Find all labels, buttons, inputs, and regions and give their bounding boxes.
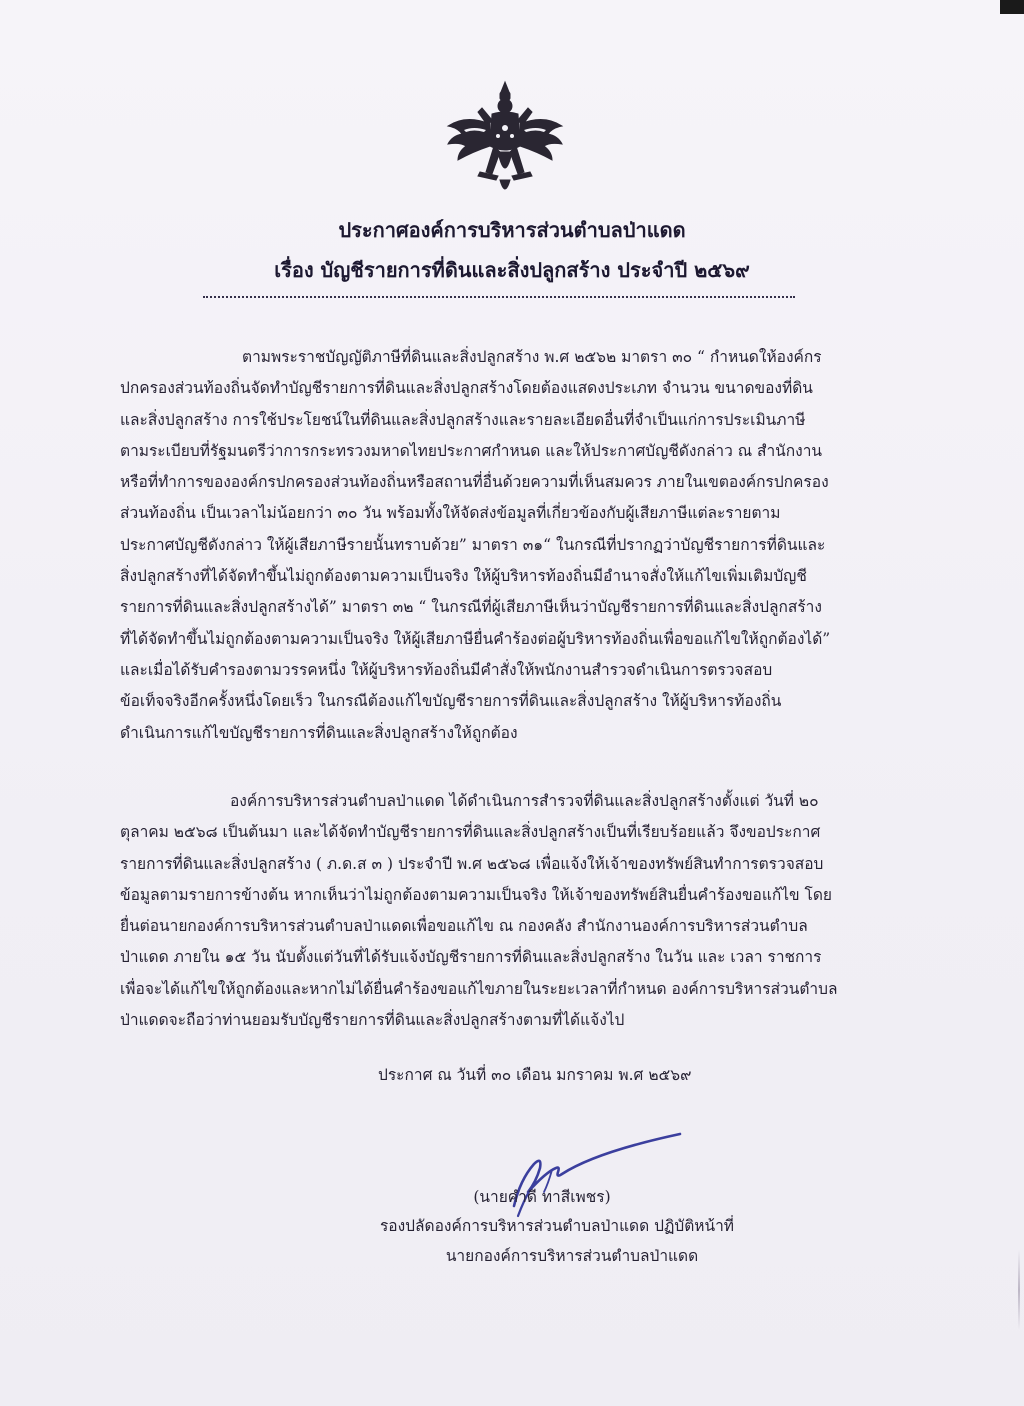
dotted-divider [203,296,795,298]
paragraph-line: ดำเนินการแก้ไขบัญชีรายการที่ดินและสิ่งปลูกสร้างให้ถูกต้อง [120,723,518,742]
paragraph-line: และสิ่งปลูกสร้าง การใช้ประโยชน์ในที่ดินและสิ่งปลูกสร้างและรายละเอียดอื่นที่จำเป็นแก่การประเมินภาษี [120,410,806,429]
paragraph-line: ประกาศบัญชีดังกล่าว ให้ผู้เสียภาษีรายนั้นทราบด้วย” มาตรา ๓๑“ ในกรณีที่ปรากฏว่าบัญชีรายการที่ดินและ [120,535,826,554]
paragraph-line: ข้อเท็จจริงอีกครั้งหนึ่งโดยเร็ว ในกรณีต้องแก้ไขบัญชีรายการที่ดินและสิ่งปลูกสร้าง ให้ผู้บริหารท้องถิ่น [120,692,782,711]
announcement-title: ประกาศองค์การบริหารส่วนตำบลป่าแดด [338,218,686,242]
paragraph-line: และเมื่อได้รับคำรองตามวรรคหนึ่ง ให้ผู้บริหารท้องถิ่นมีคำสั่งให้พนักงานสำรวจดำเนินการตรวจสอบ [120,660,773,679]
announcement-subject: เรื่อง บัญชีรายการที่ดินและสิ่งปลูกสร้าง ประจำปี ๒๕๖๙ [274,258,750,282]
paragraph-line: ตุลาคม ๒๕๖๘ เป็นต้นมา และได้จัดทำบัญชีรายการที่ดินและสิ่งปลูกสร้างเป็นที่เรียบร้อยแล้ว จึงขอประกาศ [120,823,821,842]
paragraph-line: เพื่อจะได้แก้ไขให้ถูกต้องและหากไม่ได้ยื่นคำร้องขอแก้ไขภายในระยะเวลาที่กำหนด องค์การบริหารส่วนตำบล [120,979,838,998]
paragraph-line: ปกครองส่วนท้องถิ่นจัดทำบัญชีรายการที่ดินและสิ่งปลูกสร้างโดยต้องแสดงประเภท จำนวน ขนาดของที่ดิน [120,379,813,398]
paragraph-line: ยื่นต่อนายกองค์การบริหารส่วนตำบลป่าแดดเพื่อขอแก้ไข ณ กองคลัง สำนักงานองค์การบริหารส่วนตำบล [120,917,808,936]
body-paragraph-1 [120,342,904,749]
paragraph-line: หรือที่ทำการขององค์กรปกครองส่วนท้องถิ่นหรือสถานที่อื่นด้วยความที่เห็นสมควร ภายในเขตองค์กรปกครอง [120,473,829,492]
signer-position: รองปลัดองค์การบริหารส่วนตำบลป่าแดด ปฏิบัติหน้าที่ [379,1217,735,1235]
paragraph-line: รายการที่ดินและสิ่งปลูกสร้างได้” มาตรา ๓๒ “ ในกรณีที่ผู้เสียภาษีเห็นว่าบัญชีรายการที่ดินและสิ่งปลูกสร้าง [120,598,822,617]
announcement-date: ประกาศ ณ วันที่ ๓๐ เดือน มกราคม พ.ศ ๒๕๖๙ [378,1066,692,1084]
paragraph-line: ป่าแดดจะถือว่าท่านยอมรับบัญชีรายการที่ดินและสิ่งปลูกสร้างตามที่ได้แจ้งไป [120,1011,625,1030]
signer-acting-position: นายกองค์การบริหารส่วนตำบลป่าแดด [445,1247,699,1265]
paragraph-line: ข้อมูลตามรายการข้างต้น หากเห็นว่าไม่ถูกต้องตามความเป็นจริง ให้เจ้าของทรัพย์สินยื่นคำร้องขอแก้ไข โดย [120,885,833,904]
paragraph-line: ส่วนท้องถิ่น เป็นเวลาไม่น้อยกว่า ๓๐ วัน พร้อมทั้งให้จัดส่งข้อมูลที่เกี่ยวข้องกับผู้เสียภาษีแต่ละรายตาม [120,504,781,523]
paragraph-line: ที่ได้จัดทำขึ้นไม่ถูกต้องตามความเป็นจริง ให้ผู้เสียภาษียื่นคำร้องต่อผู้บริหารท้องถิ่นเพื่อขอแก้ไขให้ถูกต้องได้” [120,629,831,648]
garuda-emblem-icon [440,80,570,200]
paragraph-line: ป่าแดด ภายใน ๑๕ วัน นับตั้งแต่วันที่ได้รับแจ้งบัญชีรายการที่ดินและสิ่งปลูกสร้าง ในวัน และ เวลา ราชการ [120,948,822,967]
paragraph-line: ตามพระราชบัญญัติภาษีที่ดินและสิ่งปลูกสร้าง พ.ศ ๒๕๖๒ มาตรา ๓๐ “ กำหนดให้องค์กร [242,348,822,366]
signer-name: (นายคำดี ทาสีเพชร) [473,1188,611,1206]
scan-corner-mark [1000,0,1024,14]
paragraph-line: ตามระเบียบที่รัฐมนตรีว่าการกระทรวงมหาดไทยประกาศกำหนด และให้ประกาศบัญชีดังกล่าว ณ สำนักงาน [120,441,823,460]
paragraph-line: สิ่งปลูกสร้างที่ได้จัดทำขึ้นไม่ถูกต้องตามความเป็นจริง ให้ผู้บริหารท้องถิ่นมีอำนาจสั่งให้แก้ไขเพิ่มเติมบัญชี [120,567,807,586]
paragraph-line: องค์การบริหารส่วนตำบลป่าแดด ได้ดำเนินการสำรวจที่ดินและสิ่งปลูกสร้างตั้งแต่ วันที่ ๒๐ [230,792,819,810]
body-paragraph-2 [120,786,904,1036]
paragraph-line: รายการที่ดินและสิ่งปลูกสร้าง ( ภ.ด.ส ๓ ) ประจำปี พ.ศ ๒๕๖๘ เพื่อแจ้งให้เจ้าของทรัพย์สินทำการตรวจสอบ [120,854,824,873]
